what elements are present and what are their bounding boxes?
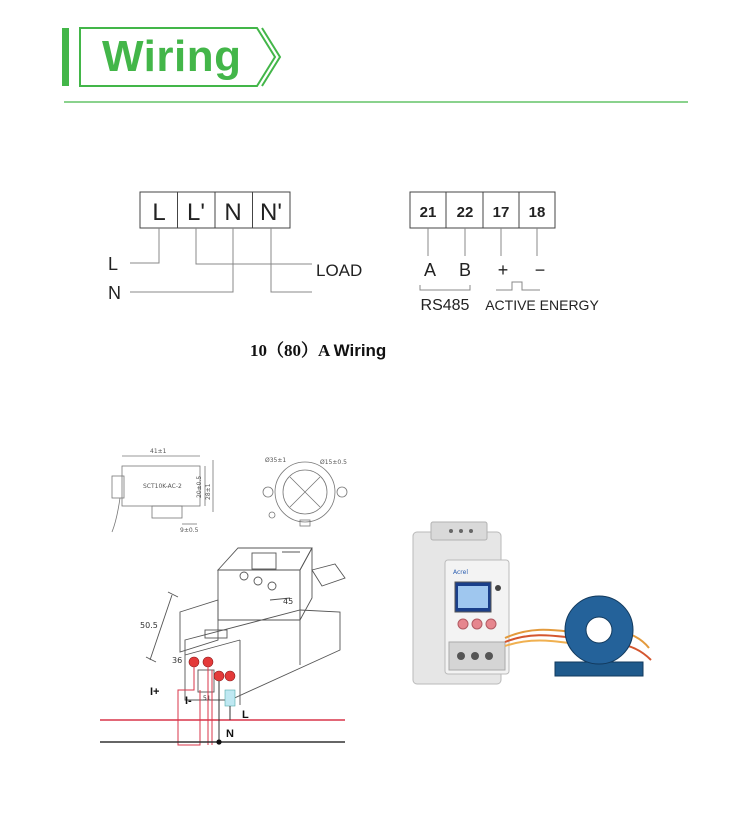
meter-device [413,522,509,684]
current-transformer [555,596,643,676]
neutral-wiring [100,681,345,742]
neutral-junction [216,739,221,744]
meter-button-2 [472,619,482,629]
side-label-N: N [108,283,121,303]
meter-button-1 [458,619,468,629]
ct-dim-height-outer: 28±1 [205,483,212,500]
signal-label-A: A [423,260,437,280]
ct-dim-height: 20±0.5 [196,475,203,498]
pulse-symbol [496,282,540,290]
brand-label: Acrel [453,569,468,576]
wires-left [130,228,312,292]
signal-label-minus: − [534,260,546,280]
terminal-label-L: L [152,199,166,226]
ct-dim-inner-diameter: Ø15±0.5 [320,459,347,466]
terminal-label-N-prime: N' [260,199,282,226]
label-i-minus: I- [185,695,192,707]
active-energy-label: ACTIVE ENERGY [485,297,599,313]
label-phase-L: L [242,709,249,721]
meter-neutral-terminal [225,690,235,706]
rs485-bracket [420,285,470,290]
meter-dim-height: 50.5 [140,621,158,630]
terminal-number-17: 17 [492,204,510,221]
caption-word: Wiring [333,341,387,360]
ct-model-label: SCT10K-AC-2 [143,483,182,490]
label-i-plus: I+ [150,686,160,698]
page-title: Wiring [102,32,242,81]
terminal-label-L-prime: L' [187,199,205,226]
product-photo [405,520,655,710]
signal-label-plus: + [497,260,509,280]
ct-front-view [263,462,347,526]
signal-label-B: B [458,260,472,280]
meter-dim-small: 51 [203,695,211,702]
terminal-number-21: 21 [419,204,437,221]
diagram-caption [250,336,386,361]
wires-right [420,228,540,290]
ct-dim-width: 41±1 [150,448,167,455]
meter-drawing [146,548,345,705]
ct-dim-outer-diameter: Ø35±1 [265,457,287,464]
terminal-label-N: N [224,199,242,226]
rs485-label: RS485 [420,297,470,314]
pulse-led [495,585,501,591]
caption-prefix: 10（80）A [250,341,334,360]
ct-dim-base: 9±0.5 [180,527,199,534]
side-label-L: L [108,254,119,274]
label-neutral-N: N [226,728,234,740]
meter-dim-depth: 45 [283,597,294,606]
terminal-number-18: 18 [528,204,546,221]
meter-button-3 [486,619,496,629]
load-label: LOAD [316,261,363,280]
terminal-number-22: 22 [456,204,474,221]
meter-dim-width: 36 [172,656,183,665]
